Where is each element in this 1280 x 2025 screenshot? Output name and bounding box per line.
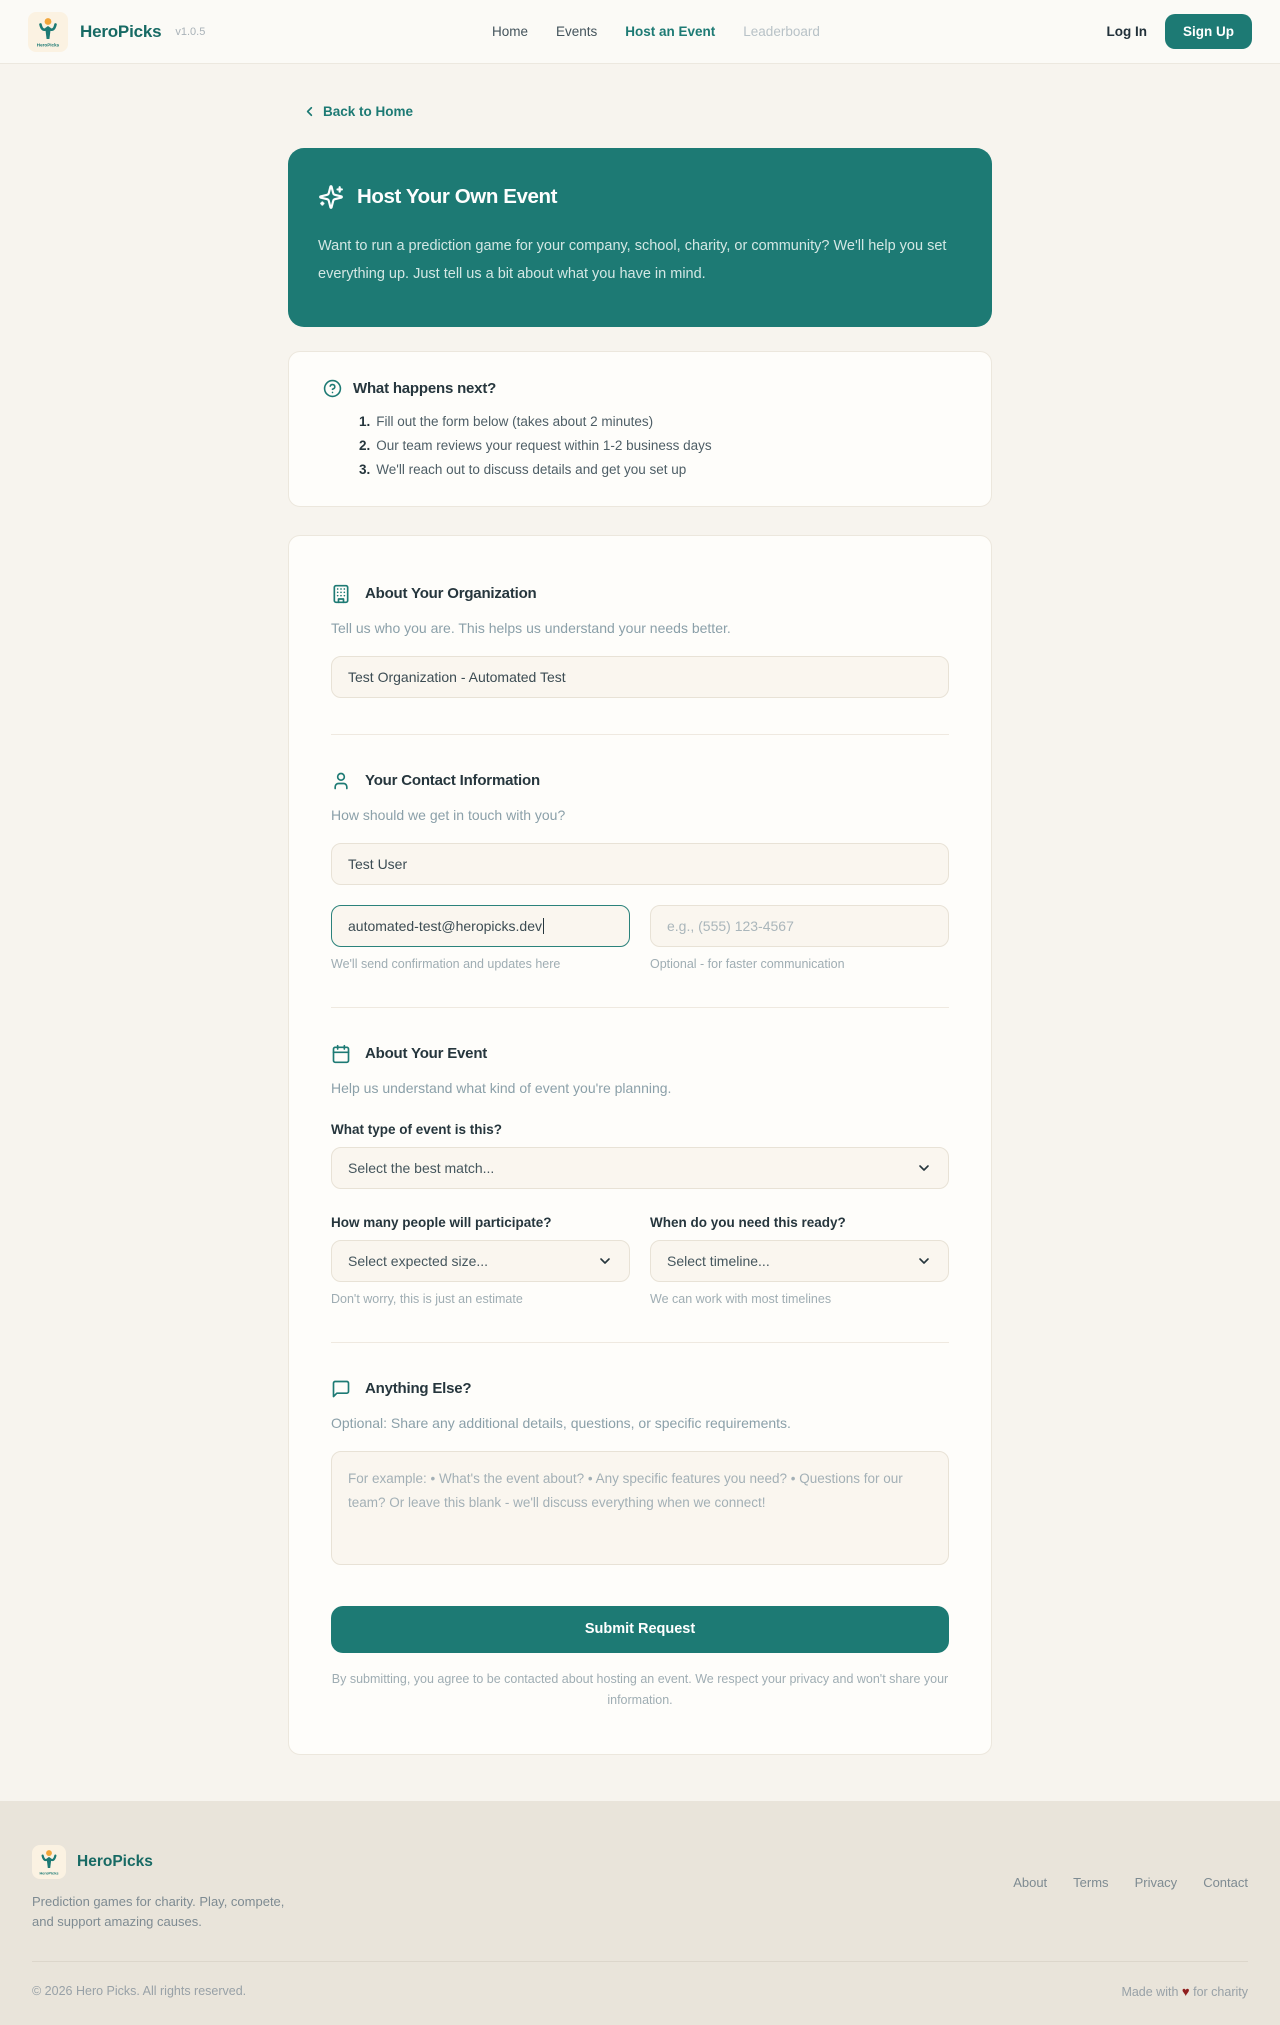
- heropicks-logo-icon: [28, 12, 68, 52]
- step-number: 3.: [359, 461, 371, 477]
- hero-banner: [288, 148, 992, 327]
- user-icon: [331, 771, 351, 791]
- nav-home[interactable]: Home: [491, 24, 528, 39]
- hero-description: Want to run a prediction game for your company, school, charity, or community? We'll help you set everything up. Just tell us a bit about what you have in mind.: [318, 238, 947, 283]
- building-icon: [331, 584, 351, 604]
- organization-name-field[interactable]: [331, 656, 949, 698]
- brand[interactable]: [28, 12, 205, 52]
- step-text: We'll reach out to discuss details and get you set up: [376, 461, 687, 477]
- email-field[interactable]: [331, 905, 630, 947]
- event-type-label: What type of event is this?: [331, 1121, 503, 1137]
- main-nav: [492, 24, 820, 39]
- footer-tagline: Prediction games for charity. Play, compete, and support amazing causes.: [32, 1894, 285, 1929]
- phone-column: [650, 905, 949, 971]
- organization-section-subtitle: Tell us who you are. This helps us understand your needs better.: [331, 619, 731, 636]
- page-content: [288, 64, 992, 1755]
- footer-link-contact[interactable]: Contact: [1203, 1875, 1248, 1891]
- footer-link-privacy[interactable]: Privacy: [1134, 1875, 1178, 1891]
- version-label: v1.0.5: [175, 25, 206, 38]
- footer-links: [1013, 1875, 1248, 1931]
- svg-text:HeroPicks: HeroPicks: [39, 1870, 59, 1876]
- email-column: [331, 905, 630, 971]
- top-navigation-bar: [0, 0, 1280, 64]
- timeline-label: When do you need this ready?: [650, 1214, 846, 1230]
- step-text: Fill out the form below (takes about 2 minutes): [376, 413, 654, 429]
- expected-size-select[interactable]: [331, 1240, 630, 1282]
- step-item-3: [359, 458, 957, 482]
- step-number: 1.: [359, 413, 371, 429]
- made-with-prefix: Made with: [1121, 1985, 1179, 2000]
- submit-disclaimer: By submitting, you agree to be contacted about hosting an event. We respect your privacy and won't share your information.: [331, 1671, 949, 1708]
- heropicks-logo-icon: [32, 1845, 66, 1879]
- steps-list: [323, 410, 957, 482]
- footer-brand-name: HeroPicks: [77, 1853, 153, 1871]
- contact-name-field[interactable]: [331, 843, 949, 885]
- step-number: 2.: [359, 437, 371, 453]
- event-section-subtitle: Help us understand what kind of event you're planning.: [331, 1079, 672, 1096]
- phone-field[interactable]: [650, 905, 949, 947]
- sign-up-button[interactable]: Sign Up: [1165, 14, 1252, 49]
- event-type-select[interactable]: [331, 1147, 949, 1189]
- auth-actions: [1106, 14, 1252, 49]
- nav-events[interactable]: Events: [555, 24, 598, 39]
- svg-text:HeroPicks: HeroPicks: [36, 42, 60, 47]
- step-text: Our team reviews your request within 1-2 business days: [376, 437, 712, 453]
- step-item-2: [359, 434, 957, 458]
- text-cursor: [543, 918, 545, 934]
- made-with-text: [1121, 1984, 1248, 1999]
- log-in-button[interactable]: Log In: [1106, 24, 1147, 39]
- what-happens-next-card: [288, 351, 992, 507]
- chevron-down-icon: [597, 1253, 613, 1269]
- chevron-left-icon: [302, 104, 317, 119]
- calendar-icon: [331, 1044, 351, 1064]
- help-circle-icon: [323, 379, 342, 398]
- timeline-select[interactable]: [650, 1240, 949, 1282]
- nav-leaderboard[interactable]: Leaderboard: [743, 24, 820, 39]
- participants-column: [331, 1209, 630, 1306]
- message-section-title: Anything Else?: [365, 1380, 472, 1398]
- timeline-helper-text: We can work with most timelines: [650, 1291, 832, 1306]
- submit-request-button[interactable]: Submit Request: [331, 1606, 949, 1653]
- footer-link-terms[interactable]: Terms: [1073, 1875, 1109, 1891]
- chevron-down-icon: [916, 1160, 932, 1176]
- section-divider: [331, 1007, 949, 1008]
- back-to-home-label: Back to Home: [323, 104, 414, 119]
- additional-details-textarea[interactable]: [331, 1451, 949, 1565]
- step-item-1: [359, 410, 957, 434]
- page-title: Host Your Own Event: [357, 185, 558, 208]
- email-field-value: automated-test@heropicks.dev: [348, 917, 542, 934]
- back-to-home-link[interactable]: [302, 104, 413, 119]
- nav-host-an-event[interactable]: Host an Event: [625, 24, 716, 39]
- section-divider: [331, 1342, 949, 1343]
- participants-helper-text: Don't worry, this is just an estimate: [331, 1291, 523, 1306]
- contact-section-subtitle: How should we get in touch with you?: [331, 806, 566, 823]
- event-section-title: About Your Event: [365, 1045, 488, 1063]
- copyright-text: © 2026 Hero Picks. All rights reserved.: [32, 1984, 247, 1999]
- sparkles-icon: [318, 184, 344, 210]
- phone-helper-text: Optional - for faster communication: [650, 956, 845, 971]
- host-event-form-card: [288, 535, 992, 1756]
- timeline-column: [650, 1209, 949, 1306]
- message-section-subtitle: Optional: Share any additional details, questions, or specific requirements.: [331, 1414, 791, 1431]
- organization-section-title: About Your Organization: [365, 585, 537, 603]
- event-type-select-value: Select the best match...: [348, 1159, 495, 1176]
- made-with-suffix: for charity: [1193, 1985, 1248, 2000]
- expected-size-select-value: Select expected size...: [348, 1252, 489, 1269]
- email-helper-text: We'll send confirmation and updates here: [331, 956, 561, 971]
- brand-name: HeroPicks: [80, 21, 162, 41]
- section-divider: [331, 734, 949, 735]
- footer-link-about[interactable]: About: [1013, 1875, 1048, 1891]
- message-square-icon: [331, 1379, 351, 1399]
- timeline-select-value: Select timeline...: [667, 1252, 770, 1269]
- contact-section-title: Your Contact Information: [365, 772, 540, 790]
- footer-brand-block: [32, 1845, 307, 1931]
- chevron-down-icon: [916, 1253, 932, 1269]
- steps-card-title: What happens next?: [353, 379, 497, 397]
- participants-label: How many people will participate?: [331, 1214, 552, 1230]
- heart-icon: ♥: [1181, 1984, 1190, 2000]
- page-footer: [0, 1801, 1280, 2025]
